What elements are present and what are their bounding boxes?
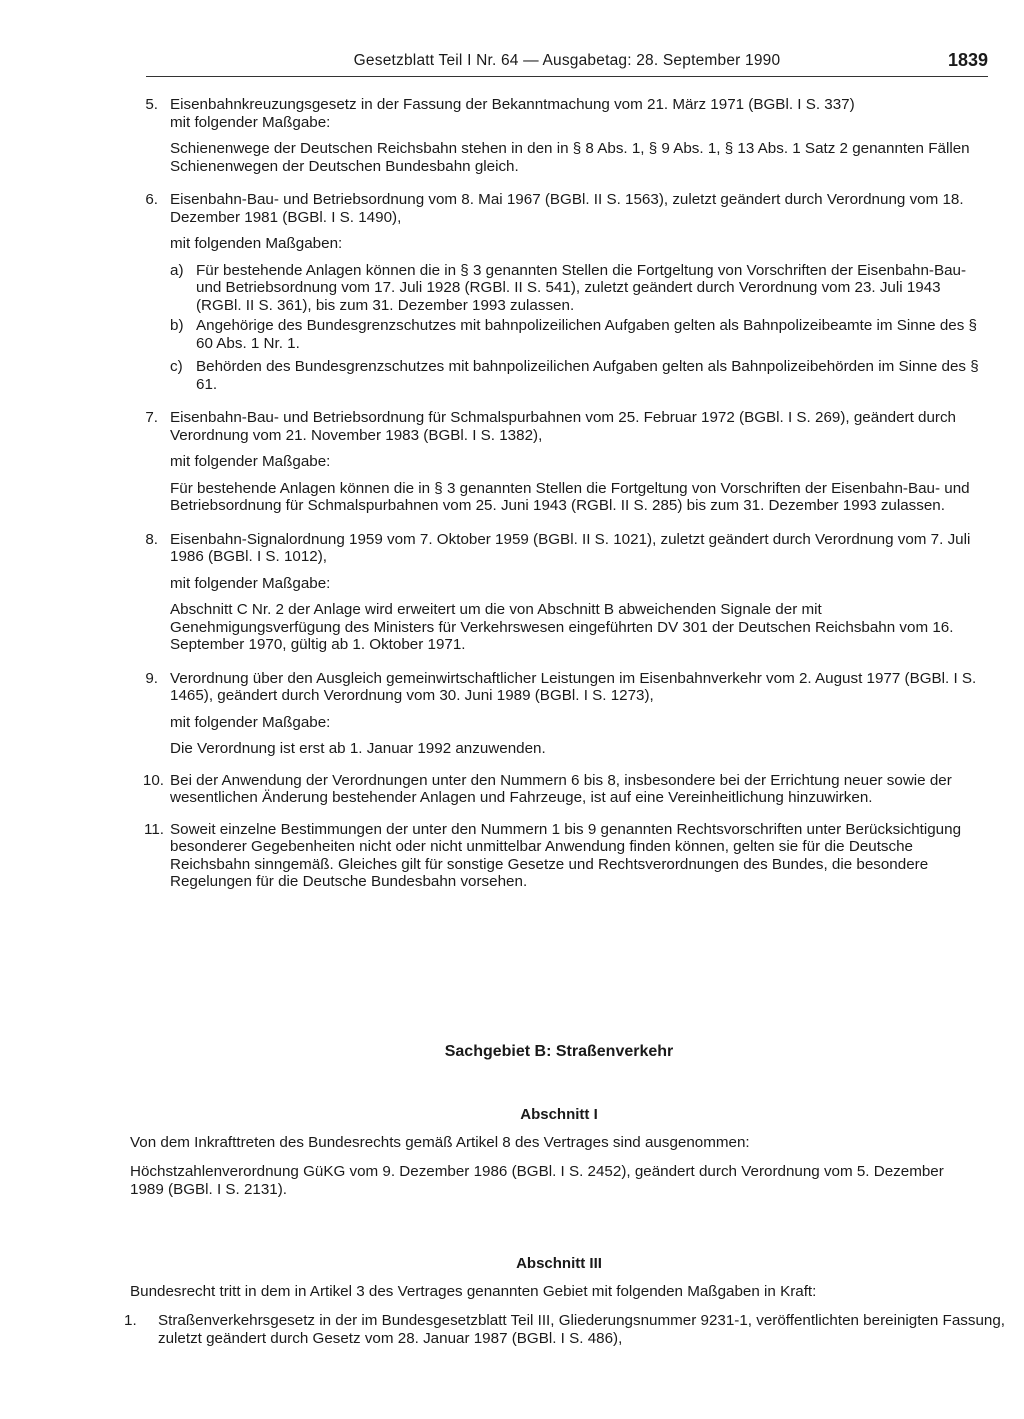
item-number: 10.	[142, 771, 164, 789]
item-number: 8.	[145, 530, 158, 548]
section-a-list	[130, 94, 988, 891]
page-number: 1839	[947, 50, 988, 70]
sub-item	[170, 358, 988, 393]
item-text: Eisenbahn-Bau- und Betriebsordnung für Schmalspurbahnen vom 25. Februar 1972 (BGBl. I S. 269), geändert durch Verordnung vom 21. November 1983 (BGBl. I S. 1382),	[170, 409, 956, 444]
proviso-text: Schienenwege der Deutschen Reichsbahn stehen in den in § 8 Abs. 1, § 9 Abs. 1, § 13 Abs. 1 Satz 2 genannten Fällen Schienenwegen der Deutschen Bundesbahn gleich.	[170, 140, 970, 175]
proviso-intro: mit folgenden Maßgaben:	[170, 235, 343, 252]
abschnitt-1-heading: Abschnitt I	[520, 1106, 598, 1123]
item-text: Soweit einzelne Bestimmungen der unter den Nummern 1 bis 9 genannten Rechtsvorschriften unter Berücksichtigung besonderer Gegebenheiten nicht oder nicht unmittelbar Anwendung finden können, gelten sie für die Deutsche Reichsbahn sinngemäß. Gleiches gilt für sonstige Gesetze und Rechtsverordnungen des Bundes, die besondere Regelungen für die Deutsche Bundesbahn vorsehen.	[170, 820, 962, 890]
list-item	[130, 531, 988, 654]
item-text: Eisenbahnkreuzungsgesetz in der Fassung der Bekanntmachung vom 21. März 1971 (BGBl. I S. 337)	[170, 96, 855, 113]
sub-item-label: b)	[170, 317, 184, 334]
list-item	[130, 96, 988, 175]
list-item	[130, 191, 988, 393]
item-number: 5.	[145, 96, 158, 113]
sub-item-text: Behörden des Bundesgrenzschutzes mit bahnpolizeilichen Aufgaben gelten als Bahnpolizeibehörden im Sinne des § 61.	[196, 358, 979, 393]
item-number: 6.	[145, 191, 158, 208]
list-item	[130, 821, 988, 891]
item-number: 9.	[145, 669, 158, 687]
item-text: Eisenbahn-Signalordnung 1959 vom 7. Oktober 1959 (BGBl. II S. 1021), zuletzt geändert durch Verordnung vom 7. Juli 1986 (BGBl. I S. 1012),	[170, 530, 971, 565]
abschnitt-1-intro: Von dem Inkrafttreten des Bundesrechts gemäß Artikel 8 des Vertrages sind ausgenommen:	[130, 1134, 750, 1151]
item-number: 7.	[145, 409, 158, 426]
item-text: Eisenbahn-Bau- und Betriebsordnung vom 8. Mai 1967 (BGBl. II S. 1563), zuletzt geändert durch Verordnung vom 18. Dezember 1981 (BGBl. I S. 1490),	[170, 191, 964, 226]
item-text: Bei der Anwendung der Verordnungen unter den Nummern 6 bis 8, insbesondere bei der Errichtung neuer sowie der wesentlichen Änderung bestehender Anlagen und Fahrzeuge, ist auf eine Vereinheitlichung hinzuwirken.	[170, 771, 952, 806]
proviso-text: Abschnitt C Nr. 2 der Anlage wird erweitert um die von Abschnitt B abweichenden Signale der mit Genehmigungsverfügung des Ministers für Verkehrswesen eingeführten DV 301 der Deutschen Reichsbahn vom 16. September 1970, gültig ab 1. Oktober 1971.	[170, 601, 954, 653]
list-item	[130, 409, 988, 515]
sub-item-text: Für bestehende Anlagen können die in § 3 genannten Stellen die Fortgeltung von Vorschriften der Eisenbahn-Bau- und Betriebsordnung vom 17. Juli 1928 (RGBl. II S. 541), zuletzt geändert durch Verordnung vom 23. Juli 1943 (RGBl. II S. 361), bis zum 31. Dezember 1993 zulassen.	[196, 261, 967, 314]
item-text: Straßenverkehrsgesetz in der im Bundesgesetzblatt Teil III, Gliederungsnummer 9231-1, veröffentlichten bereinigten Fassung, zuletzt geändert durch Gesetz vom 28. Januar 1987 (BGBl. I S. 486),	[158, 1312, 1006, 1347]
proviso-intro: mit folgender Maßgabe:	[170, 713, 331, 731]
proviso-text: Für bestehende Anlagen können die in § 3 genannten Stellen die Fortgeltung von Vorschriften der Eisenbahn-Bau- und Betriebsordnung für Schmalspurbahnen vom 25. Juni 1943 (RGBl. II S. 285) bis zum 31. Dezember 1993 zulassen.	[170, 479, 970, 514]
abschnitt-3-intro: Bundesrecht tritt in dem in Artikel 3 des Vertrages genannten Gebiet mit folgenden Maßgaben in Kraft:	[130, 1283, 817, 1300]
sub-item-label: a)	[170, 261, 184, 279]
section-b-title: Sachgebiet B: Straßenverkehr	[444, 1043, 674, 1060]
sub-item-label: c)	[170, 358, 183, 375]
item-number: 1.	[124, 1312, 137, 1329]
sub-item	[170, 262, 988, 315]
sub-item-text: Angehörige des Bundesgrenzschutzes mit bahnpolizeilichen Aufgaben gelten als Bahnpolizeibeamte im Sinne des § 60 Abs. 1 Nr. 1.	[196, 317, 977, 352]
abschnitt-3-heading: Abschnitt III	[516, 1255, 602, 1272]
abschnitt-3-item	[124, 1312, 1008, 1347]
proviso-intro: mit folgender Maßgabe:	[170, 113, 331, 131]
sub-item	[170, 317, 988, 352]
item-text: Verordnung über den Ausgleich gemeinwirtschaftlicher Leistungen im Eisenbahnverkehr vom 2. August 1977 (BGBl. I S. 1465), geändert durch Verordnung vom 30. Juni 1989 (BGBl. I S. 1273),	[170, 669, 977, 704]
item-number: 11.	[144, 820, 164, 838]
page-header	[146, 52, 988, 77]
proviso-intro: mit folgender Maßgabe:	[170, 574, 331, 592]
list-item	[130, 670, 988, 758]
list-item	[130, 772, 988, 807]
proviso-intro: mit folgender Maßgabe:	[170, 453, 331, 470]
proviso-text: Die Verordnung ist erst ab 1. Januar 1992 anzuwenden.	[170, 740, 546, 757]
header-title: Gesetzblatt Teil I Nr. 64 — Ausgabetag: 28. September 1990	[353, 52, 781, 69]
abschnitt-1-text: Höchstzahlenverordnung GüKG vom 9. Dezember 1986 (BGBl. I S. 2452), geändert durch Verordnung vom 5. Dezember 1989 (BGBl. I S. 2131).	[130, 1163, 944, 1198]
